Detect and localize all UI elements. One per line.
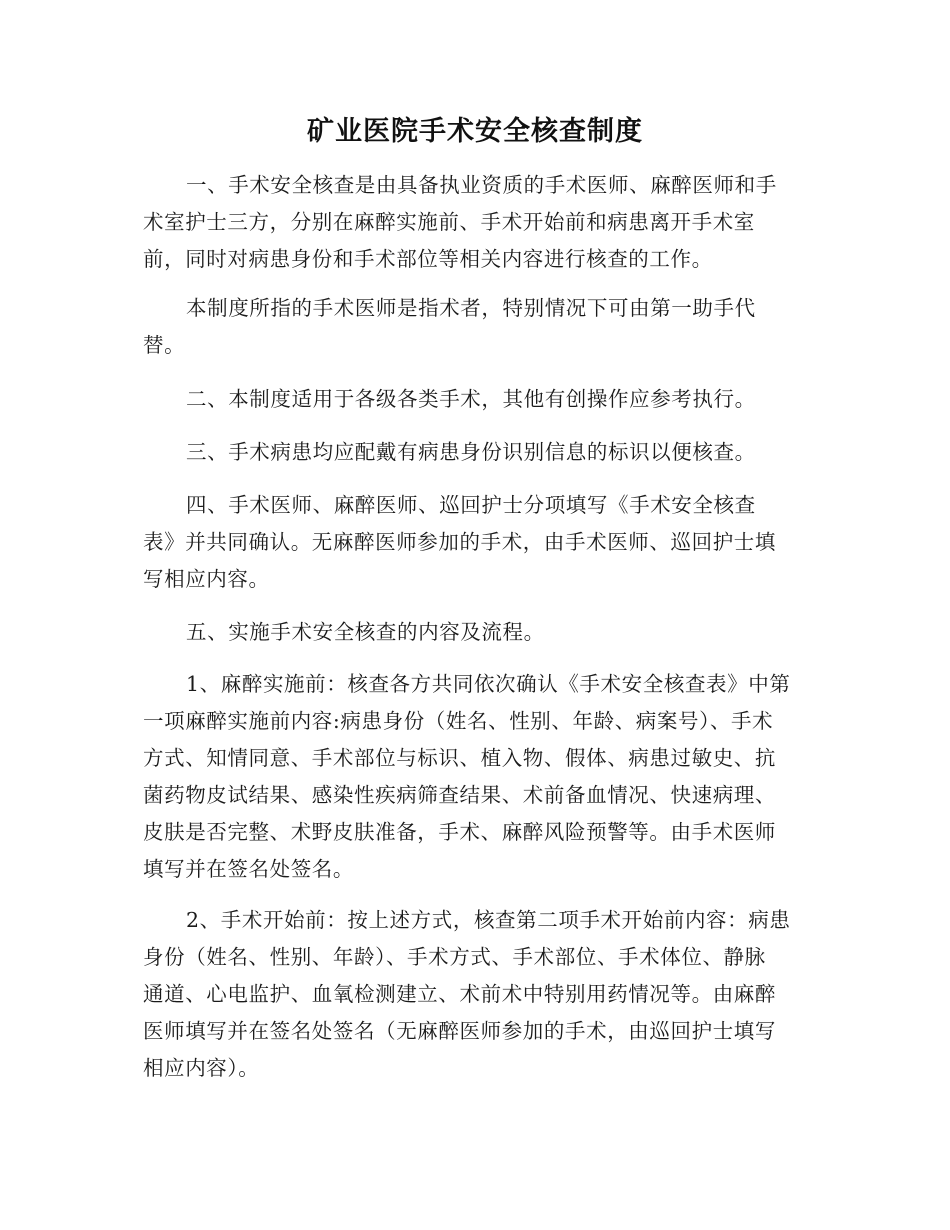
paragraph-line: 三、手术病患均应配戴有病患身份识别信息的标识以便核查。	[186, 440, 756, 464]
paragraph-line: 术室护士三方，分别在麻醉实施前、手术开始前和病患离开手术室	[143, 210, 755, 234]
paragraph-line: 菌药物皮试结果、感染性疾病筛查结果、术前备血情况、快速病理、	[143, 783, 776, 807]
paragraph-line: 皮肤是否完整、术野皮肤准备，手术、麻醉风险预警等。由手术医师	[143, 820, 776, 844]
paragraph-line: 填写并在签名处签名。	[143, 857, 354, 881]
paragraph-line: 二、本制度适用于各级各类手术，其他有创操作应参考执行。	[186, 387, 756, 411]
paragraph-line: 四、手术医师、麻醉医师、巡回护士分项填写《手术安全核查	[186, 493, 756, 517]
paragraph-5	[143, 487, 808, 598]
paragraph-line: 一项麻醉实施前内容:病患身份（姓名、性别、年龄、病案号）、手术	[143, 709, 774, 733]
paragraph-line: 通道、心电监护、血氧检测建立、术前术中特别用药情况等。由麻醉	[143, 982, 776, 1006]
paragraph-line: 1、麻醉实施前：核查各方共同依次确认《手术安全核查表》中第	[186, 672, 791, 696]
paragraph-3	[143, 381, 808, 418]
paragraph-line: 相应内容）。	[143, 1056, 260, 1080]
paragraph-1	[143, 167, 808, 278]
paragraph-line: 本制度所指的手术医师是指术者，特别情况下可由第一助手代	[186, 296, 756, 320]
paragraph-4	[143, 434, 808, 471]
paragraph-line: 五、实施手术安全核查的内容及流程。	[186, 620, 545, 644]
paragraph-line: 2、手术开始前：按上述方式，核查第二项手术开始前内容：病患	[186, 908, 791, 932]
document-title: 矿业医院手术安全核查制度	[307, 116, 643, 147]
paragraph-line: 替。	[143, 333, 186, 357]
paragraph-line: 表》并共同确认。无麻醉医师参加的手术，由手术医师、巡回护士填	[143, 530, 776, 554]
paragraph-line: 方式、知情同意、手术部位与标识、植入物、假体、病患过敏史、抗	[143, 746, 776, 770]
paragraph-line: 一、手术安全核查是由具备执业资质的手术医师、麻醉医师和手	[186, 173, 777, 197]
paragraph-2	[143, 290, 808, 364]
paragraph-6	[143, 614, 808, 651]
paragraph-7	[143, 666, 808, 888]
paragraph-8	[143, 902, 808, 1087]
paragraph-line: 前，同时对病患身份和手术部位等相关内容进行核查的工作。	[143, 247, 713, 271]
paragraph-line: 写相应内容。	[143, 567, 270, 591]
paragraph-line: 身份（姓名、性别、年龄）、手术方式、手术部位、手术体位、静脉	[143, 945, 766, 969]
paragraph-line: 医师填写并在签名处签名（无麻醉医师参加的手术，由巡回护士填写	[143, 1019, 776, 1043]
